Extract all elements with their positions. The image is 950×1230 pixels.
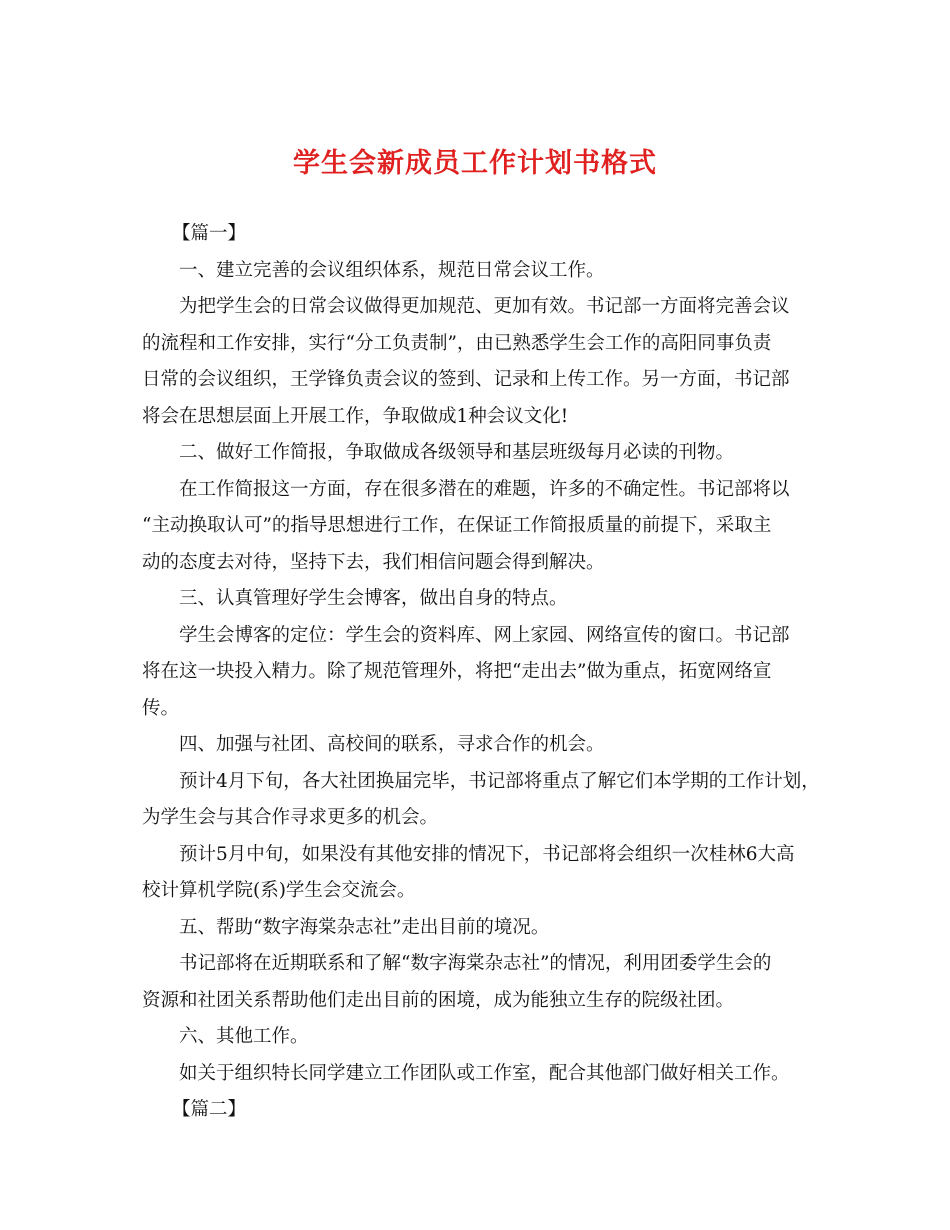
text-line: 二、做好工作简报，争取做成各级领导和基层班级每月必读的刊物。 <box>179 442 735 463</box>
text-line: 动的态度去对待，坚持下去，我们相信问题会得到解决。 <box>142 551 605 573</box>
text-line: 为把学生会的日常会议做得更加规范、更加有效。书记部一方面将完善会议 <box>179 296 790 317</box>
text-line: 五、帮助“数字海棠杂志社”走出目前的境况。 <box>179 916 550 938</box>
text-line: 书记部将在近期联系和了解“数字海棠杂志社”的情况，利用团委学生会的 <box>179 953 772 974</box>
text-line: 学生会博客的定位：学生会的资料库、网上家园、网络宣传的窗口。书记部 <box>179 624 790 646</box>
text-line: 六、其他工作。 <box>179 1026 309 1047</box>
text-line: 将在这一块投入精力。除了规范管理外，将把“走出去”做为重点，拓宽网络宣 <box>142 661 772 682</box>
text-line: 四、加强与社团、高校间的联系，寻求合作的机会。 <box>179 734 605 755</box>
text-line: 日常的会议组织，王学锋负责会议的签到、记录和上传工作。另一方面，书记部 <box>142 369 790 390</box>
text-line: 预计4月下旬，各大社团换届完毕，书记部将重点了解它们本学期的工作计划， <box>179 770 820 792</box>
text-line: 三、认真管理好学生会博客，做出自身的特点。 <box>179 588 568 609</box>
text-line: 校计算机学院(系)学生会交流会。 <box>142 880 416 901</box>
text-line: 预计5月中旬，如果没有其他安排的情况下，书记部将会组织一次桂林6大高 <box>179 843 795 865</box>
text-line: 在工作简报这一方面，存在很多潜在的难题，许多的不确定性。书记部将以 <box>179 478 790 500</box>
text-line: 将会在思想层面上开展工作，争取做成1种会议文化! <box>142 405 569 427</box>
document-title: 学生会新成员工作计划书格式 <box>293 148 657 179</box>
text-line: 如关于组织特长同学建立工作团队或工作室，配合其他部门做好相关工作。 <box>179 1062 790 1084</box>
section-heading: 【篇一】 <box>172 223 247 244</box>
text-line: 为学生会与其合作寻求更多的机会。 <box>142 807 439 828</box>
text-line: 一、建立完善的会议组织体系，规范日常会议工作。 <box>179 259 605 281</box>
text-line: 传。 <box>142 697 180 719</box>
section-heading: 【篇二】 <box>172 1099 247 1120</box>
text-line: 的流程和工作安排，实行“分工负责制”，由已熟悉学生会工作的高阳同事负责 <box>142 332 772 354</box>
document-body <box>142 216 832 1129</box>
text-line: “主动换取认可”的指导思想进行工作，在保证工作简报质量的前提下，采取主 <box>142 515 772 536</box>
text-line: 资源和社团关系帮助他们走出目前的困境，成为能独立生存的院级社团。 <box>142 989 735 1011</box>
